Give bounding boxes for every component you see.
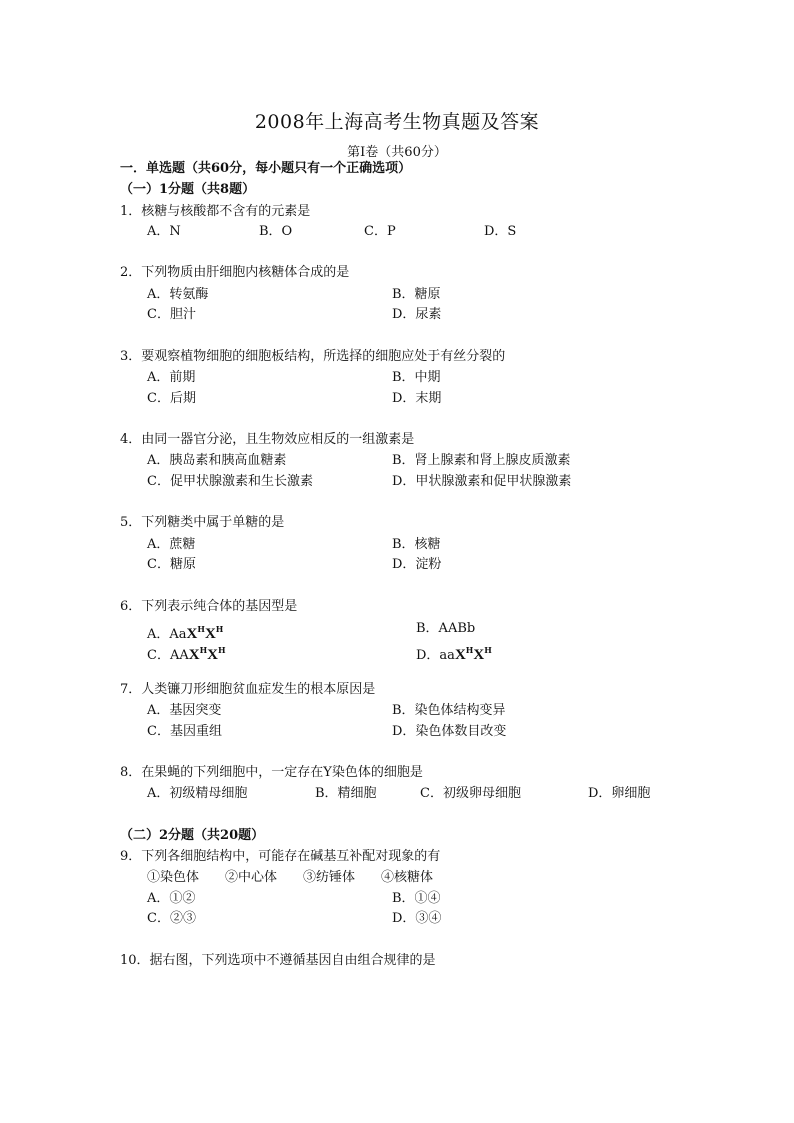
q9-option-d: D．③④ <box>392 911 442 926</box>
question-2-stem: 2．下列物质由肝细胞内核糖体合成的是 <box>120 265 350 280</box>
q6-option-a-label: A．Aa <box>147 627 187 642</box>
q2-option-a: A．转氨酶 <box>147 287 209 302</box>
page-title: 2008年上海高考生物真题及答案 <box>254 111 540 133</box>
q8-option-b: B．精细胞 <box>315 786 377 801</box>
q6c-x2: X <box>207 647 218 663</box>
q6-option-c-label: C．AA <box>147 648 189 663</box>
q6a-h2: H <box>215 624 224 634</box>
q5-option-c: C．糖原 <box>147 557 196 572</box>
question-4-stem: 4．由同一器官分泌，且生物效应相反的一组激素是 <box>120 432 415 447</box>
question-5-stem: 5．下列糖类中属于单糖的是 <box>120 515 285 530</box>
q2-option-d: D．尿素 <box>392 307 442 322</box>
q1-option-d: D．S <box>484 224 517 239</box>
q6d-h1: H <box>465 645 474 655</box>
q3-option-b: B．中期 <box>392 370 441 385</box>
q2-option-b: B．糖原 <box>392 287 441 302</box>
part-heading-2: （二）2分题（共20题） <box>120 828 265 843</box>
section-heading: 一．单选题（共60分，每小题只有一个正确选项） <box>120 161 412 176</box>
q3-option-d: D．末期 <box>392 391 442 406</box>
q7-option-b: B．染色体结构变异 <box>392 703 506 718</box>
question-1-stem: 1．核糖与核酸都不含有的元素是 <box>120 204 311 219</box>
q6-option-d-label: D．aa <box>416 648 455 663</box>
q4-option-d: D．甲状腺激素和促甲状腺激素 <box>392 474 572 489</box>
q6d-x2: X <box>473 647 485 663</box>
question-7-stem: 7．人类镰刀形细胞贫血症发生的根本原因是 <box>120 682 376 697</box>
q6-option-d <box>416 641 492 665</box>
q8-option-c: C．初级卵母细胞 <box>420 786 521 801</box>
q8-option-a: A．初级精母细胞 <box>147 786 248 801</box>
q6d-h2: H <box>484 645 492 655</box>
q6c-h1: H <box>199 645 208 655</box>
q6d-x1: X <box>454 647 466 663</box>
q6-option-c <box>147 641 226 665</box>
q6c-x1: X <box>188 647 200 663</box>
question-10-stem: 10．据右图，下列选项中不遵循基因自由组合规律的是 <box>120 953 436 968</box>
q4-option-b: B．肾上腺素和肾上腺皮质激素 <box>392 453 571 468</box>
q9-option-c: C．②③ <box>147 911 196 926</box>
q9-option-b: B．①④ <box>392 891 441 906</box>
q6a-x1: X <box>186 626 198 642</box>
question-3-stem: 3．要观察植物细胞的细胞板结构，所选择的细胞应处于有丝分裂的 <box>120 349 506 364</box>
q6a-x2: X <box>204 626 216 642</box>
q8-option-d: D．卵细胞 <box>588 786 651 801</box>
paper-subtitle: 第Ⅰ卷（共60分） <box>347 145 447 160</box>
part-heading-1: （一）1分题（共8题） <box>120 182 256 197</box>
q1-option-a: A．N <box>147 224 181 239</box>
q3-option-a: A．前期 <box>147 370 196 385</box>
q3-option-c: C．后期 <box>147 391 196 406</box>
q7-option-c: C．基因重组 <box>147 724 222 739</box>
q4-option-c: C．促甲状腺激素和生长激素 <box>147 474 313 489</box>
q4-option-a: A．胰岛素和胰高血糖素 <box>147 453 287 468</box>
question-8-stem: 8．在果蝇的下列细胞中，一定存在Y染色体的细胞是 <box>120 765 423 780</box>
q7-option-d: D．染色体数目改变 <box>392 724 507 739</box>
q9-option-a: A．①② <box>147 891 196 906</box>
q5-option-a: A．蔗糖 <box>147 537 196 552</box>
q2-option-c: C．胆汁 <box>147 307 196 322</box>
q6c-h2: H <box>217 645 226 655</box>
question-9-stem: 9．下列各细胞结构中，可能存在碱基互补配对现象的有 <box>120 849 441 864</box>
q6a-h1: H <box>197 624 205 634</box>
q7-option-a: A．基因突变 <box>147 703 222 718</box>
q9-items: ①染色体 ②中心体 ③纺锤体 ④核糖体 <box>147 870 434 885</box>
q6-option-b: B．AABb <box>416 621 476 636</box>
q1-option-b: B．O <box>259 224 293 239</box>
q5-option-d: D．淀粉 <box>392 557 442 572</box>
question-6-stem: 6．下列表示纯合体的基因型是 <box>120 599 298 614</box>
q5-option-b: B．核糖 <box>392 537 441 552</box>
q1-option-c: C．P <box>364 224 396 239</box>
